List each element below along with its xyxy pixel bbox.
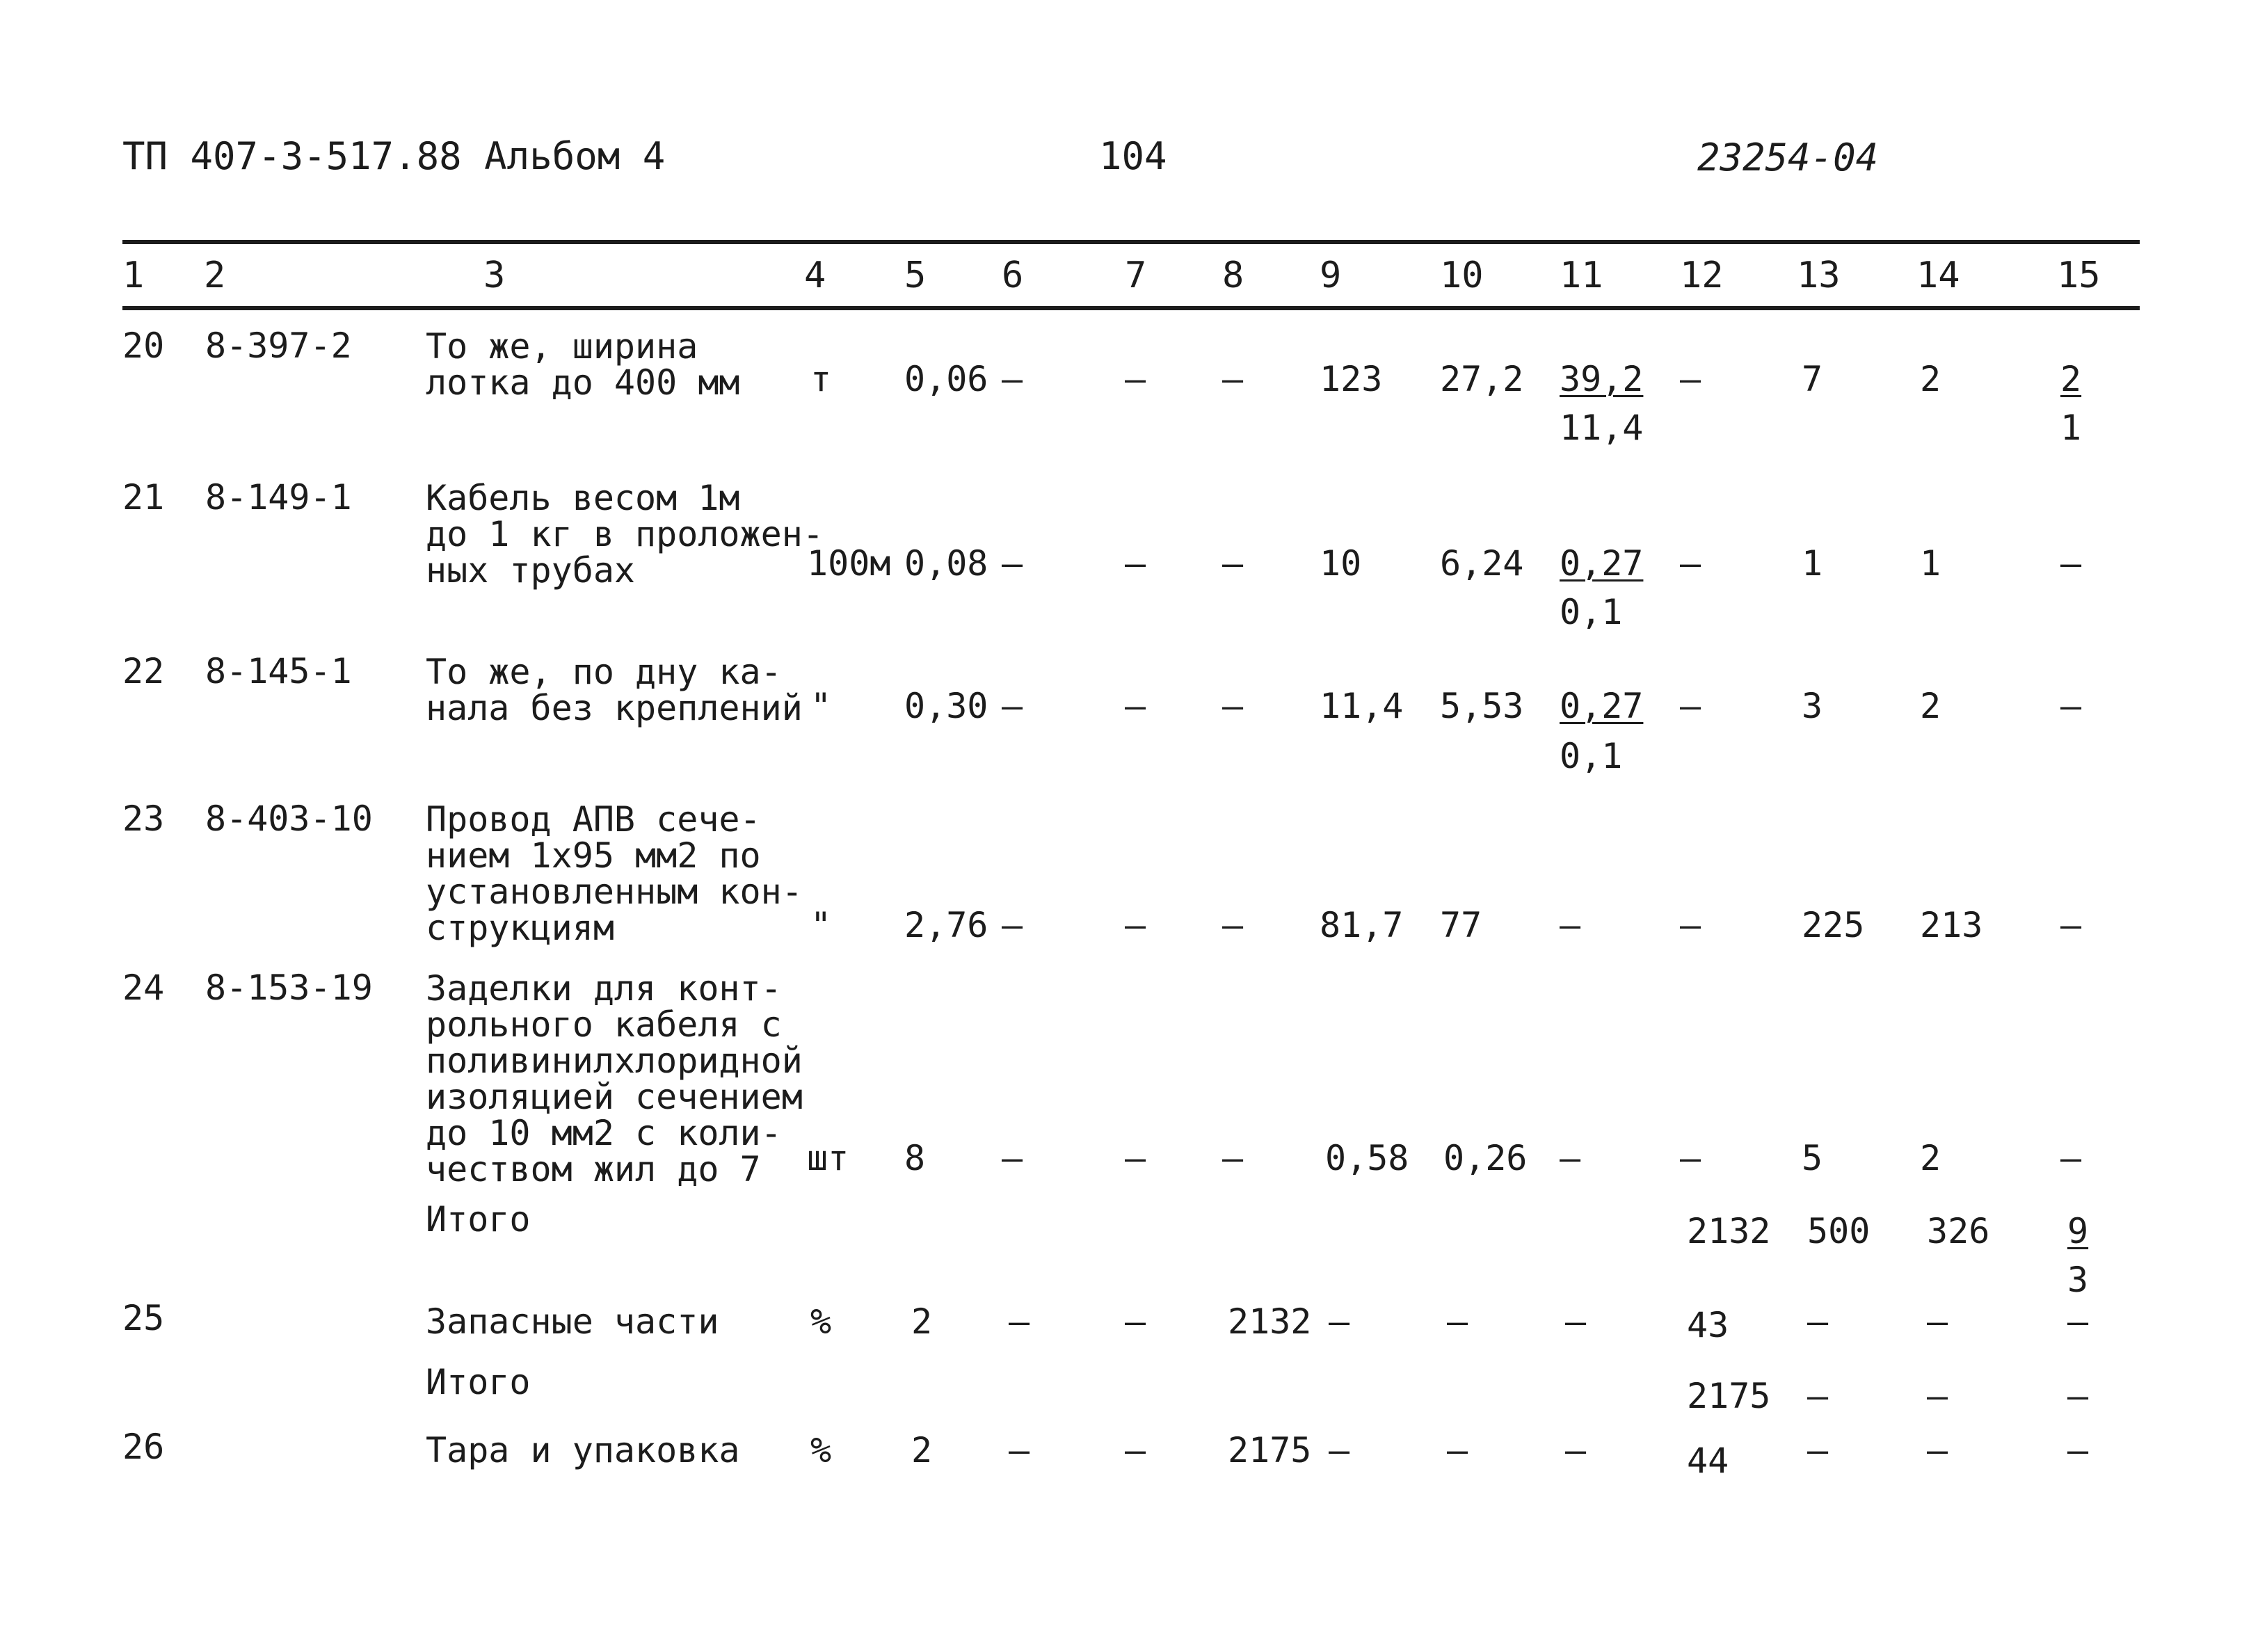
cell-col10: – <box>1447 1301 1468 1342</box>
cell-col10: 5,53 <box>1440 686 1524 726</box>
row-number: 21 <box>122 477 165 518</box>
quantity: 0,06 <box>904 359 988 399</box>
work-description: Запасные части <box>426 1301 719 1342</box>
cell-col11: – <box>1560 1138 1581 1178</box>
cell-col13: – <box>1807 1430 1829 1470</box>
column-header: 2 <box>204 255 226 296</box>
row-number: 22 <box>122 651 165 691</box>
row-number: 24 <box>122 968 165 1008</box>
cell-col14: 2 <box>1920 359 1941 399</box>
quantity: 2 <box>911 1301 933 1342</box>
cell-col7: – <box>1125 1138 1146 1178</box>
cell-col6: – <box>1002 905 1023 945</box>
cell-col11-denominator: 11,4 <box>1560 408 1644 448</box>
column-header: 11 <box>1560 255 1603 296</box>
cell-col14: 2 <box>1920 1138 1941 1178</box>
unit: шт <box>807 1138 849 1178</box>
unit: 100м <box>807 543 891 584</box>
cell-col14: 2 <box>1920 686 1941 726</box>
cell-col12: – <box>1680 905 1701 945</box>
rate-code: 8-149-1 <box>205 477 352 518</box>
cell-col8: – <box>1222 905 1244 945</box>
cell-col9: – <box>1329 1301 1350 1342</box>
cell-col9: 81,7 <box>1320 905 1404 945</box>
rate-code: 8-397-2 <box>205 326 352 366</box>
cell-col13: – <box>1807 1301 1829 1342</box>
cell-col11-denominator: 0,1 <box>1560 592 1623 632</box>
page-number: 104 <box>1099 134 1167 178</box>
cell-col6: – <box>1009 1430 1030 1470</box>
column-header: 12 <box>1680 255 1724 296</box>
cell-col11: – <box>1560 905 1581 945</box>
cell-col7: – <box>1125 686 1146 726</box>
cell-col12: 43 <box>1687 1305 1729 1345</box>
cell-col15-denominator: 1 <box>2060 408 2082 448</box>
cell-col15: – <box>2060 543 2082 584</box>
row-number: 25 <box>122 1298 165 1338</box>
cell-col14: 213 <box>1920 905 1983 945</box>
unit: " <box>810 905 832 945</box>
cell-col8: – <box>1222 359 1244 399</box>
total-col13: – <box>1807 1376 1829 1416</box>
column-header: 10 <box>1440 255 1484 296</box>
column-header: 5 <box>904 255 927 296</box>
cell-col15: – <box>2067 1430 2089 1470</box>
quantity: 0,30 <box>904 686 988 726</box>
work-description: Заделки для конт- рольного кабеля с поливинилхлоридной изоляцией сечением до 10 мм2 с коли- чеством жил до 7 <box>426 968 803 1189</box>
cell-col11-numerator: 39,2 <box>1560 359 1644 399</box>
cell-col10: 6,24 <box>1440 543 1524 584</box>
cell-col15: – <box>2060 686 2082 726</box>
cell-col10: – <box>1447 1430 1468 1470</box>
cell-col6: – <box>1002 686 1023 726</box>
unit: т <box>810 359 832 399</box>
header-bottom-rule <box>122 306 2140 310</box>
column-header: 6 <box>1002 255 1024 296</box>
cell-col9: 0,58 <box>1325 1138 1409 1178</box>
cell-col13: 225 <box>1802 905 1865 945</box>
cell-col7: – <box>1125 1430 1146 1470</box>
column-header: 14 <box>1916 255 1960 296</box>
work-description: Провод АПВ сече- нием 1х95 мм2 по установленным кон- струкциям <box>426 799 803 948</box>
inventory-number: 23254-04 <box>1697 136 1879 179</box>
cell-col13: 7 <box>1802 359 1823 399</box>
unit: " <box>810 686 832 726</box>
quantity: 2,76 <box>904 905 988 945</box>
cell-col13: 1 <box>1802 543 1823 584</box>
column-header: 15 <box>2057 255 2101 296</box>
cell-col15: – <box>2060 905 2082 945</box>
total-col14: 326 <box>1927 1211 1990 1251</box>
row-number: 26 <box>122 1427 165 1467</box>
cell-col11-numerator: 0,27 <box>1560 686 1644 726</box>
cell-col9: – <box>1329 1430 1350 1470</box>
cell-col15: – <box>2060 1138 2082 1178</box>
total-col12: 2132 <box>1687 1211 1771 1251</box>
cell-col15-numerator: 2 <box>2060 359 2082 399</box>
total-col14: – <box>1927 1376 1948 1416</box>
total-col12: 2175 <box>1687 1376 1771 1416</box>
cell-col8: – <box>1222 543 1244 584</box>
cell-col11-numerator: 0,27 <box>1560 543 1644 584</box>
rate-code: 8-145-1 <box>205 651 352 691</box>
cell-col7: – <box>1125 1301 1146 1342</box>
rate-code: 8-403-10 <box>205 799 373 839</box>
quantity: 2 <box>911 1430 933 1470</box>
cell-col9: 10 <box>1320 543 1362 584</box>
total-label: Итого <box>426 1199 531 1240</box>
column-header: 4 <box>804 255 826 296</box>
work-description: Тара и упаковка <box>426 1430 740 1470</box>
cell-col11-denominator: 0,1 <box>1560 736 1623 776</box>
cell-col7: – <box>1125 543 1146 584</box>
cell-col9: 11,4 <box>1320 686 1404 726</box>
total-col15-denominator: 3 <box>2067 1260 2089 1300</box>
total-col15: – <box>2067 1376 2089 1416</box>
column-header: 3 <box>483 255 506 296</box>
column-header: 7 <box>1125 255 1147 296</box>
work-description: То же, по дну ка- нала без креплений <box>426 652 803 728</box>
cell-col14: 1 <box>1920 543 1941 584</box>
document-reference: ТП 407-3-517.88 Альбом 4 <box>122 134 666 178</box>
cell-col12: – <box>1680 543 1701 584</box>
header-top-rule <box>122 240 2140 244</box>
cell-col7: – <box>1125 905 1146 945</box>
work-description: То же, ширина лотка до 400 мм <box>426 326 740 403</box>
quantity: 8 <box>904 1138 926 1178</box>
cell-col10: 77 <box>1440 905 1482 945</box>
cell-col10: 0,26 <box>1443 1138 1528 1178</box>
column-header: 1 <box>122 255 145 296</box>
row-number: 20 <box>122 326 165 366</box>
column-header: 13 <box>1797 255 1841 296</box>
cell-col12: – <box>1680 1138 1701 1178</box>
rate-code: 8-153-19 <box>205 968 373 1008</box>
cell-col14: – <box>1927 1301 1948 1342</box>
unit: % <box>810 1301 832 1342</box>
cell-col9: 123 <box>1320 359 1383 399</box>
cell-col10: 27,2 <box>1440 359 1524 399</box>
column-header: 9 <box>1320 255 1342 296</box>
cell-col11: – <box>1565 1430 1587 1470</box>
cell-col13: 5 <box>1802 1138 1823 1178</box>
total-col13: 500 <box>1807 1211 1871 1251</box>
unit: % <box>810 1430 832 1470</box>
work-description: Кабель весом 1м до 1 кг в проложен- ных трубах <box>426 478 824 591</box>
cell-col12: – <box>1680 359 1701 399</box>
total-col15-numerator: 9 <box>2067 1211 2089 1251</box>
cell-col6: – <box>1002 1138 1023 1178</box>
cell-col8: – <box>1222 1138 1244 1178</box>
total-label: Итого <box>426 1362 531 1402</box>
cell-col6: – <box>1009 1301 1030 1342</box>
cell-col11: – <box>1565 1301 1587 1342</box>
cell-col8: – <box>1222 686 1244 726</box>
cell-col6: – <box>1002 359 1023 399</box>
quantity: 0,08 <box>904 543 988 584</box>
cell-col12: 44 <box>1687 1441 1729 1481</box>
cell-col6: – <box>1002 543 1023 584</box>
cell-col8: 2175 <box>1228 1430 1312 1470</box>
cell-col12: – <box>1680 686 1701 726</box>
cell-col7: – <box>1125 359 1146 399</box>
row-number: 23 <box>122 799 165 839</box>
cell-col14: – <box>1927 1430 1948 1470</box>
cell-col13: 3 <box>1802 686 1823 726</box>
cell-col8: 2132 <box>1228 1301 1312 1342</box>
cell-col15: – <box>2067 1301 2089 1342</box>
column-header: 8 <box>1222 255 1244 296</box>
